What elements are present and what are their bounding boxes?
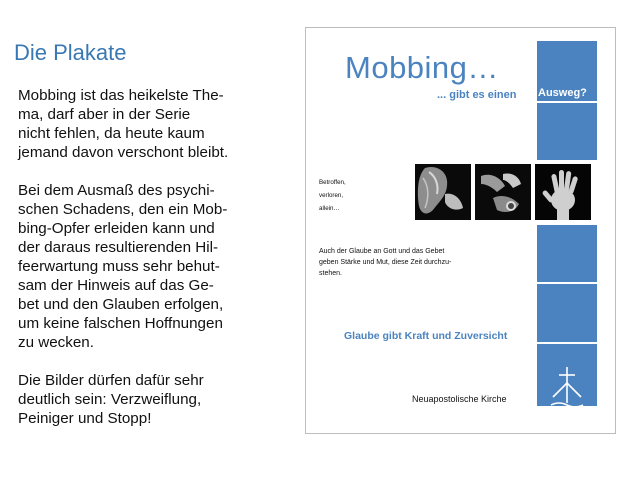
- tormentor-photo: [475, 164, 531, 220]
- slide-title: Die Plakate: [14, 40, 127, 65]
- paragraph-2: Bei dem Ausmaß des psychi- schen Schadens, den ein Mob- bing-Opfer erleiden kann und der daraus resultierenden Hil- feerwartung muss sehr behut- sam der Hinweis auf das Ge- bet und den Glauben erfolgen, um keine falschen Hoffnungen zu wecken.: [18, 182, 228, 351]
- despair-photo: [415, 164, 471, 220]
- blue-block: [537, 103, 597, 160]
- poster-subtitle: ... gibt es einen: [437, 89, 517, 101]
- poster-slogan: Glaube gibt Kraft und Zuversicht: [344, 330, 508, 342]
- poster-title: Mobbing…: [345, 50, 499, 85]
- blue-block: [537, 225, 597, 282]
- paragraph-1: Mobbing ist das heikelste The- ma, darf aber in der Serie nicht fehlen, da heute kaum jemand davon verschont bleibt.: [18, 87, 229, 161]
- poster-highlight: Ausweg?: [538, 87, 587, 99]
- mobbing-poster: [305, 27, 616, 434]
- poster-small-text: Betroffen, verloren, allein…: [319, 179, 346, 212]
- poster-body-text: Auch der Glaube an Gott und das Gebet geben Stärke und Mut, diese Zeit durchzu- stehen.: [319, 248, 452, 277]
- poster-church-name: Neuapostolische Kirche: [412, 394, 507, 404]
- stop-hand-photo: [535, 164, 591, 220]
- slide-body: [18, 86, 278, 447]
- blue-block: [537, 284, 597, 342]
- church-logo-icon: [537, 359, 597, 419]
- paragraph-3: Die Bilder dürfen dafür sehr deutlich sein: Verzweiflung, Peiniger und Stopp!: [18, 372, 204, 427]
